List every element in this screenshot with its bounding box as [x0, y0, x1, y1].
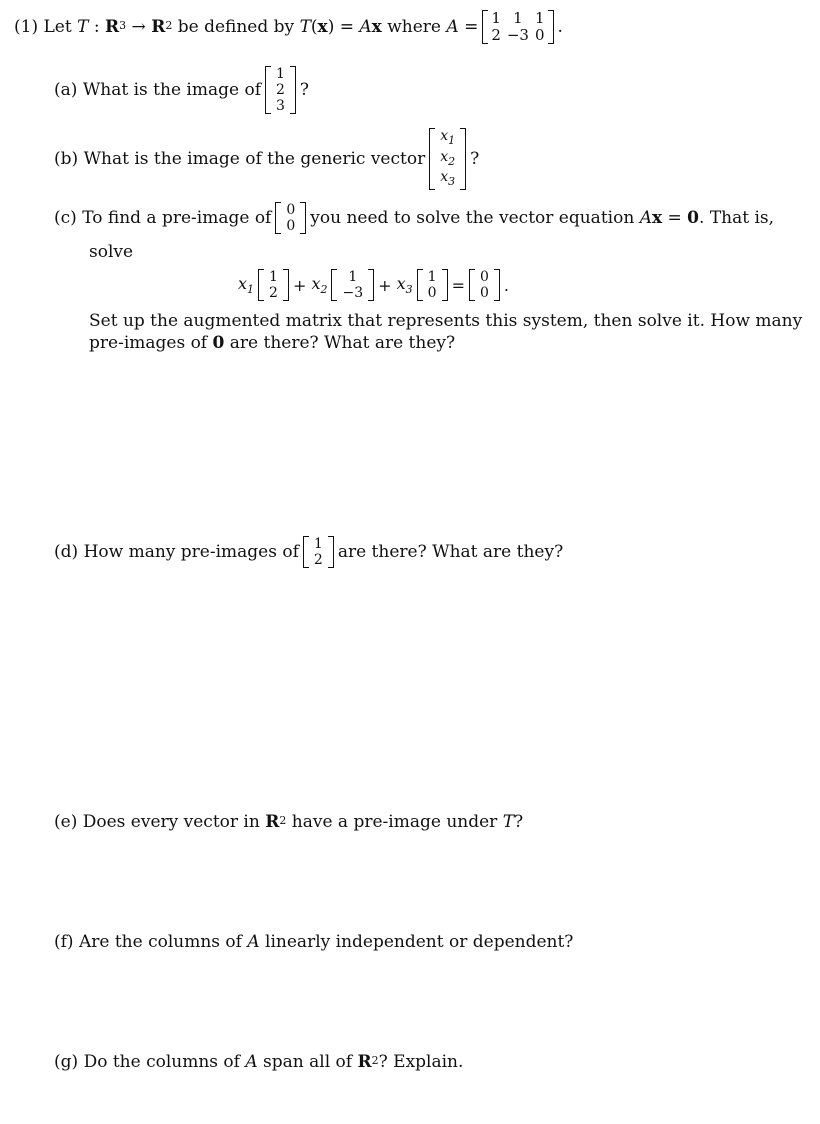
eq-period: . — [503, 275, 509, 295]
part-b-label: (b) — [54, 149, 79, 169]
x-bold: x — [317, 17, 328, 37]
R-symbol: R — [104, 17, 120, 37]
part-a-label: (a) — [54, 80, 78, 100]
colon: : — [93, 17, 100, 37]
vector-entry: $x_2$ — [440, 148, 456, 168]
A-symbol: A — [639, 208, 652, 228]
part-b-text: What is the image of the generic vector — [83, 149, 426, 169]
eq-equals: = — [451, 275, 465, 295]
part-c-solve — [89, 242, 133, 262]
part-d-text1: How many pre-images of — [83, 542, 299, 562]
A-symbol-2: A — [446, 17, 459, 37]
problem-number: (1) — [14, 17, 39, 37]
part-g — [54, 1050, 463, 1074]
vector-entry: 1 — [275, 66, 285, 82]
para-line1: Set up the augmented matrix that represents this system, then solve it. How many — [89, 311, 803, 331]
plus: + — [292, 275, 307, 295]
part-c-para1 — [89, 310, 802, 332]
period: . — [557, 17, 563, 37]
part-e-label: (e) — [54, 812, 78, 832]
part-e-text2: have a pre-image under — [291, 812, 498, 832]
eq-rhs: 0 0 — [469, 269, 500, 301]
paren-open: ( — [310, 17, 318, 37]
equals: = — [667, 208, 682, 228]
part-g-label: (g) — [54, 1052, 79, 1072]
problem-statement — [14, 8, 563, 46]
part-d — [54, 532, 563, 572]
part-f-text1: Are the columns of — [78, 932, 242, 952]
vector-entry: 3 — [275, 98, 285, 114]
exp-2: 2 — [165, 18, 173, 32]
vector-c — [275, 202, 306, 234]
part-c-label: (c) — [54, 208, 77, 228]
part-g-text2: span all of — [263, 1052, 353, 1072]
zero-bold: 0 — [212, 333, 225, 353]
part-a — [54, 60, 309, 120]
vector-entry: 0 — [286, 202, 296, 218]
T-symbol: T — [77, 17, 89, 37]
R-symbol: R — [265, 812, 280, 832]
T-symbol: T — [502, 812, 515, 832]
eq-vector-2: 1 −3 — [331, 269, 374, 301]
part-e — [54, 810, 523, 834]
defined-by-text: be defined by — [177, 17, 295, 37]
eq-x3: $x_3$ — [396, 273, 413, 297]
matrix-cell: 1 — [491, 9, 501, 27]
matrix-cell: −3 — [506, 26, 529, 44]
matrix-cell: 1 — [513, 9, 523, 27]
vector-entry: 2 — [275, 82, 285, 98]
let-text: Let — [43, 17, 72, 37]
part-f — [54, 930, 573, 954]
equals-2: = — [464, 17, 479, 37]
vector-entry: 2 — [313, 552, 323, 568]
part-b — [54, 128, 479, 190]
arrow: → — [131, 17, 146, 37]
part-d-text2: are there? What are they? — [337, 542, 564, 562]
solve-text: solve — [89, 242, 134, 262]
part-c-text2: you need to solve the vector equation — [310, 208, 635, 228]
paren-close: ) — [327, 17, 335, 37]
matrix-cell: 2 — [491, 26, 501, 44]
part-e-text1: Does every vector in — [82, 812, 260, 832]
A-symbol: A — [359, 17, 372, 37]
x-bold-2: x — [371, 17, 382, 37]
para-line2-b: are there? What are they? — [229, 333, 456, 353]
exp-3: 3 — [119, 18, 127, 32]
exp: 2 — [279, 813, 287, 827]
R-symbol-2: R — [151, 17, 166, 37]
vector-entry: 1 — [313, 536, 323, 552]
eq-vector-3: 1 0 — [417, 269, 448, 301]
question-mark: ? — [514, 812, 524, 832]
equals: = — [339, 17, 354, 37]
R-symbol: R — [357, 1052, 372, 1072]
part-c-para2 — [89, 332, 455, 354]
plus: + — [378, 275, 392, 295]
part-c-line1 — [54, 198, 774, 238]
part-c-text1: To find a pre-image of — [82, 208, 272, 228]
part-g-text1: Do the columns of — [83, 1052, 240, 1072]
x-bold: x — [651, 208, 663, 228]
part-g-text3: ? Explain. — [378, 1052, 464, 1072]
vector-entry: 0 — [286, 218, 296, 234]
vector-a — [265, 66, 296, 114]
part-f-label: (f) — [54, 932, 74, 952]
vector-entry: $x_1$ — [440, 127, 456, 147]
vector-b — [429, 128, 466, 190]
matrix-A — [482, 10, 553, 44]
vector-equation — [238, 262, 509, 308]
part-c-text3: . That is, — [699, 208, 775, 228]
A-symbol: A — [245, 1052, 258, 1072]
matrix-cell: 0 — [534, 26, 545, 44]
zero-bold: 0 — [687, 208, 700, 228]
eq-x2: $x_2$ — [311, 273, 328, 297]
eq-vector-1: 1 2 — [258, 269, 289, 301]
vector-d — [303, 536, 334, 568]
part-a-text: What is the image of — [82, 80, 261, 100]
where-text: where — [387, 17, 441, 37]
eq-x1: $x_1$ — [238, 273, 255, 297]
para-line2-a: pre-images of — [89, 333, 208, 353]
matrix-cell: 1 — [534, 9, 545, 27]
exp: 2 — [371, 1053, 379, 1067]
A-symbol: A — [247, 932, 260, 952]
part-d-label: (d) — [54, 542, 79, 562]
part-f-text2: linearly independent or dependent? — [265, 932, 574, 952]
part-b-end: ? — [470, 149, 480, 169]
T-func: T — [299, 17, 311, 37]
part-a-end: ? — [299, 80, 310, 100]
vector-entry: $x_3$ — [440, 169, 456, 189]
